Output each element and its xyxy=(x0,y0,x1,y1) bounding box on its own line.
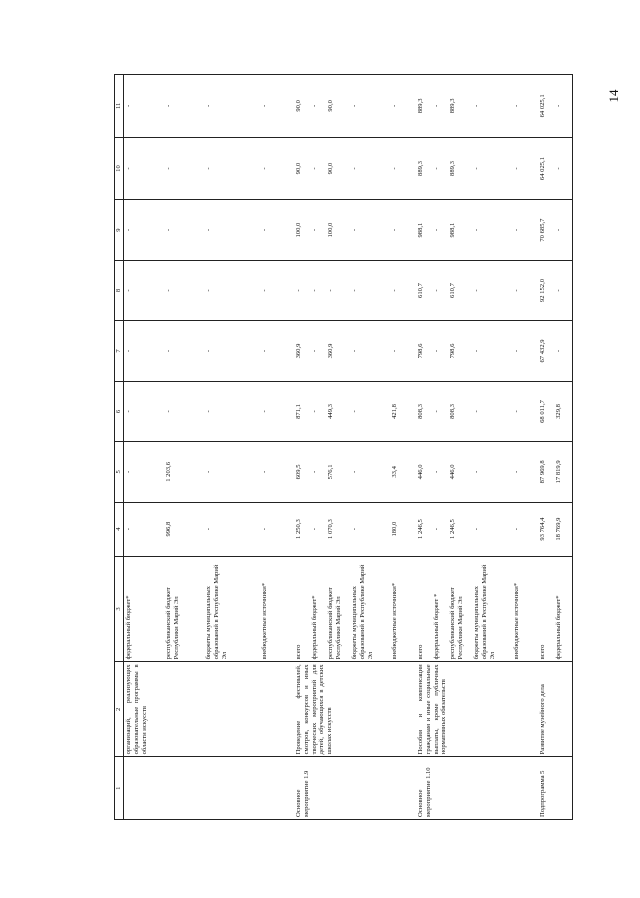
value: - xyxy=(165,410,172,413)
value: 329,8 xyxy=(555,404,562,419)
column-header: 6 xyxy=(115,381,124,441)
value: - xyxy=(555,228,562,232)
value-cell xyxy=(124,381,295,441)
value: - xyxy=(311,289,318,292)
value: 798,6 xyxy=(449,343,456,359)
value: 610,7 xyxy=(449,283,456,298)
value: - xyxy=(261,228,268,232)
value-cell xyxy=(416,502,538,556)
value: - xyxy=(555,104,562,107)
value: 610,7 xyxy=(417,283,424,298)
value: 33,4 xyxy=(391,466,398,478)
funding-source-label: республиканский бюджет Республики Марий Эл xyxy=(327,587,342,660)
value: - xyxy=(205,410,212,413)
value: - xyxy=(311,104,318,107)
value: - xyxy=(391,167,398,170)
value-cell xyxy=(538,442,573,502)
value: - xyxy=(165,167,172,170)
value-cell xyxy=(538,200,573,260)
value: - xyxy=(165,228,172,232)
value-cell xyxy=(124,200,295,260)
value: - xyxy=(311,228,318,232)
funding-source-label: бюджеты муниципальных образований в Республике Марий Эл xyxy=(351,564,374,660)
value: - xyxy=(351,410,358,413)
value: - xyxy=(125,349,132,353)
value: - xyxy=(433,228,440,232)
value: - xyxy=(433,349,440,353)
value: - xyxy=(433,528,440,531)
value: 421,8 xyxy=(391,404,398,419)
value: - xyxy=(165,349,172,353)
funding-source-cell xyxy=(416,556,538,662)
value: 64 025,1 xyxy=(539,94,546,118)
value-cell xyxy=(294,200,416,260)
value: 64 025,1 xyxy=(539,157,546,181)
value-cell xyxy=(124,321,295,381)
value: - xyxy=(433,410,440,413)
value: - xyxy=(513,528,520,531)
value: 180,0 xyxy=(391,521,398,537)
value: 360,9 xyxy=(295,343,302,359)
value-cell xyxy=(294,75,416,138)
rotated-table-container xyxy=(114,74,562,820)
funding-source-label: бюджеты муниципальных образований в Республике Марий Эл xyxy=(205,564,228,660)
value: - xyxy=(513,410,520,413)
value: 808,3 xyxy=(417,404,424,419)
value: - xyxy=(433,167,440,170)
value-cell xyxy=(416,200,538,260)
value: 87 969,8 xyxy=(539,460,546,484)
value: - xyxy=(433,104,440,107)
funding-source-label: федеральный бюджет * xyxy=(433,593,440,660)
value: - xyxy=(205,228,212,232)
value: 90,0 xyxy=(327,162,334,175)
value-cell xyxy=(294,260,416,320)
value: - xyxy=(391,349,398,353)
value: - xyxy=(311,528,318,531)
value: - xyxy=(473,470,480,473)
value: - xyxy=(261,349,268,353)
value-cell xyxy=(124,260,295,320)
value: 90,0 xyxy=(295,162,302,175)
value: - xyxy=(555,167,562,170)
table-row xyxy=(124,75,295,820)
value-cell xyxy=(416,321,538,381)
program-id-cell xyxy=(124,757,295,820)
funding-source-label: федеральный бюджет* xyxy=(555,595,562,660)
value: - xyxy=(205,289,212,292)
value: 996,8 xyxy=(165,521,172,537)
funding-source-label: федеральный бюджет* xyxy=(125,595,132,660)
value: - xyxy=(513,289,520,292)
value: 18 769,9 xyxy=(555,517,562,541)
program-id-cell: Основное мероприятие 1.9 xyxy=(294,757,416,820)
value: 360,9 xyxy=(327,343,334,359)
value: 92 152,0 xyxy=(539,278,546,303)
value-cell xyxy=(294,442,416,502)
funding-source-cell xyxy=(124,556,295,662)
funding-source-label: всего xyxy=(295,644,302,660)
value: - xyxy=(261,104,268,107)
value: - xyxy=(125,289,132,292)
value: 1 070,3 xyxy=(327,519,334,539)
value: - xyxy=(473,528,480,531)
value: - xyxy=(555,289,562,292)
value-cell xyxy=(416,442,538,502)
funding-source-label: республиканский бюджет Республики Марий Эл xyxy=(165,587,180,660)
value: 93 764,4 xyxy=(539,517,546,541)
column-header: 4 xyxy=(115,502,124,556)
value: - xyxy=(391,104,398,107)
column-header: 3 xyxy=(115,556,124,662)
value-cell xyxy=(538,381,573,441)
value: - xyxy=(125,410,132,413)
value: 988,1 xyxy=(417,222,424,238)
value: - xyxy=(205,470,212,473)
value: - xyxy=(351,289,358,292)
funding-source-label: всего xyxy=(417,644,424,660)
value: 889,3 xyxy=(417,161,424,176)
value-cell xyxy=(538,260,573,320)
value: - xyxy=(165,104,172,107)
value-cell xyxy=(416,137,538,200)
value: - xyxy=(433,470,440,473)
program-description-cell: Проведение фестивалей, смотров, конкурсов и иных творческих мероприятий для детей, обучающихся в детских школах искусств xyxy=(294,662,416,757)
value: 446,0 xyxy=(449,464,456,480)
funding-source-label: внебюджетные источники* xyxy=(513,582,520,660)
value: 90,0 xyxy=(327,100,334,112)
value: - xyxy=(311,470,318,473)
column-header: 5 xyxy=(115,442,124,502)
value: - xyxy=(351,349,358,353)
value: 70 685,7 xyxy=(539,218,546,242)
value: - xyxy=(205,349,212,353)
value: - xyxy=(473,104,480,107)
value: - xyxy=(125,104,132,107)
value-cell xyxy=(538,321,573,381)
value-cell xyxy=(416,75,538,138)
value: 609,5 xyxy=(295,464,302,480)
value-cell xyxy=(538,502,573,556)
value-cell xyxy=(294,502,416,556)
value: - xyxy=(351,228,358,232)
value: - xyxy=(295,289,302,292)
value: 576,1 xyxy=(327,464,334,480)
page-number: 14 xyxy=(606,89,621,103)
value: - xyxy=(205,104,212,107)
funding-source-cell xyxy=(538,556,573,662)
value: - xyxy=(513,349,520,353)
value: - xyxy=(351,167,358,170)
program-description-cell: организаций, реализующих образовательные программы в области искусств xyxy=(124,662,295,757)
budget-table xyxy=(114,74,573,820)
value: 68 011,7 xyxy=(539,400,546,423)
value: - xyxy=(125,470,132,473)
value-cell xyxy=(124,75,295,138)
value: - xyxy=(473,410,480,413)
value: - xyxy=(261,528,268,531)
value: 988,1 xyxy=(449,222,456,238)
column-number-row xyxy=(115,75,124,820)
value: 1 250,3 xyxy=(295,519,302,539)
column-header: 8 xyxy=(115,260,124,320)
funding-source-label: внебюджетные источники* xyxy=(261,582,268,660)
value: - xyxy=(433,289,440,292)
funding-source-label: всего xyxy=(539,644,546,660)
value-cell xyxy=(124,502,295,556)
value: - xyxy=(473,167,480,170)
value: - xyxy=(125,528,132,531)
value-cell xyxy=(538,75,573,138)
funding-source-cell xyxy=(294,556,416,662)
value: 1 246,5 xyxy=(449,519,456,539)
value: 889,3 xyxy=(449,98,456,114)
program-id-cell: Основное мероприятие 1.10 xyxy=(416,757,538,820)
value: 446,0 xyxy=(417,464,424,480)
value-cell xyxy=(294,137,416,200)
value: 449,3 xyxy=(327,404,334,419)
value: - xyxy=(513,228,520,232)
value: - xyxy=(351,528,358,531)
value: 889,3 xyxy=(449,161,456,176)
value-cell xyxy=(416,260,538,320)
column-header: 2 xyxy=(115,662,124,757)
value: - xyxy=(351,104,358,107)
value: 100,0 xyxy=(295,222,302,238)
value: 100,0 xyxy=(327,222,334,238)
funding-source-label: республиканский бюджет Республики Марий Эл xyxy=(449,587,464,660)
value-cell xyxy=(124,137,295,200)
funding-source-label: внебюджетные источники* xyxy=(391,582,398,660)
value-cell xyxy=(294,381,416,441)
column-header: 1 xyxy=(115,757,124,820)
value: - xyxy=(125,228,132,232)
value: 871,1 xyxy=(295,404,302,419)
funding-source-label: бюджеты муниципальных образований в Республике Марий Эл xyxy=(473,564,496,660)
value: - xyxy=(261,167,268,170)
value-cell xyxy=(538,137,573,200)
value: 808,3 xyxy=(449,404,456,419)
value: 889,3 xyxy=(417,98,424,114)
column-header: 7 xyxy=(115,321,124,381)
value-cell xyxy=(124,442,295,502)
table-row xyxy=(538,75,573,820)
value-cell xyxy=(294,321,416,381)
value: - xyxy=(513,167,520,170)
value: - xyxy=(125,167,132,170)
value: - xyxy=(473,349,480,353)
value: - xyxy=(311,410,318,413)
table-row xyxy=(416,75,538,820)
value: - xyxy=(513,470,520,473)
program-id-cell: Подпрограмма 5 xyxy=(538,757,573,820)
value: 1 203,6 xyxy=(165,462,172,482)
column-header: 10 xyxy=(115,137,124,200)
value: - xyxy=(513,104,520,107)
value: - xyxy=(311,349,318,353)
value: - xyxy=(391,228,398,232)
value: - xyxy=(205,528,212,531)
value: 67 432,9 xyxy=(539,339,546,363)
value: - xyxy=(351,470,358,473)
value: - xyxy=(261,410,268,413)
value: 798,6 xyxy=(417,343,424,359)
value: - xyxy=(473,289,480,292)
program-description-cell: Развитие музейного дела xyxy=(538,662,573,757)
value: 1 246,5 xyxy=(417,519,424,539)
column-header: 11 xyxy=(115,75,124,138)
funding-source-label: федеральный бюджет* xyxy=(311,595,318,660)
value-cell xyxy=(416,381,538,441)
value: - xyxy=(473,228,480,232)
value: - xyxy=(165,289,172,292)
value: - xyxy=(261,289,268,292)
table-body xyxy=(124,75,573,820)
table-row xyxy=(294,75,416,820)
value: - xyxy=(261,470,268,473)
value: - xyxy=(205,167,212,170)
value: - xyxy=(311,167,318,170)
value: - xyxy=(391,289,398,292)
value: - xyxy=(555,349,562,353)
value: - xyxy=(327,289,334,292)
program-description-cell: Пособия и компенсации гражданам и иные социальные выплаты, кроме публичных нормативных обязательств xyxy=(416,662,538,757)
value: 90,0 xyxy=(295,100,302,112)
column-header: 9 xyxy=(115,200,124,260)
value: 17 819,9 xyxy=(555,460,562,484)
